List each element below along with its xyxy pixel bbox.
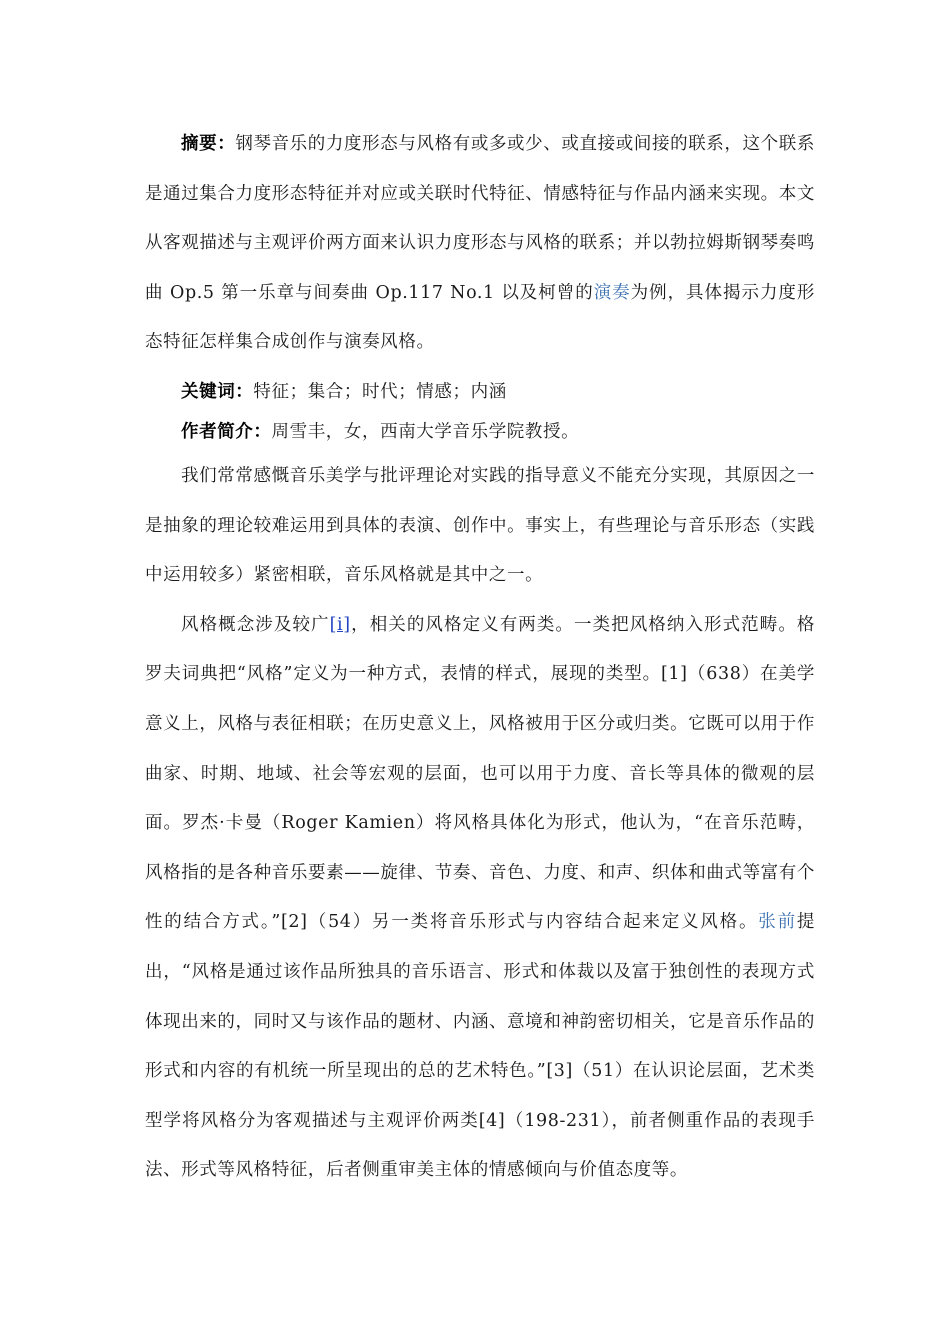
abstract-text: 钢琴音乐的力度形态与风格有或多或少、或直接或间接的联系，这个联系是通过集合力度形态特征并对应或关联时代特征、情感特征与作品内涵来实现。本文从客观描述与主观评价两方面来认识力度形态与风格的联系；并以勃拉姆斯钢琴奏鸣曲 Op.5 第一乐章与间奏曲 Op.117 No.1 以及柯曾的 (145, 134, 815, 303)
body-paragraph-2-text-b: ，相关的风格定义有两类。一类把风格纳入形式范畴。格罗夫词典把“风格”定义为一种方式，表情的样式，展现的类型。[1]（638）在美学意义上，风格与表征相联；在历史意义上，风格被用于区分或归类。它既可以用于作曲家、时期、地域、社会等宏观的层面，也可以用于力度、音长等具体的微观的层面。罗杰·卡曼（Roger Kamien）将风格具体化为形式，他认为，“在音乐范畴，风格指的是各种音乐要素——旋律、节奏、音色、力度、和声、织体和曲式等富有个性的结合方式。”[2]（54）另一类将音乐形式与内容结合起来定义风格。 (145, 614, 815, 933)
body-paragraph-2-text-a: 风格概念涉及较广 (181, 614, 330, 635)
footnote-link[interactable]: [i] (329, 614, 351, 635)
body-paragraph-2 (145, 601, 815, 1196)
performance-link[interactable]: 演奏 (593, 282, 631, 303)
abstract-paragraph (145, 120, 815, 368)
keywords-line (145, 372, 815, 412)
abstract-text-end: 为例，具体揭示力度形态特征怎样集合成创作与演奏风格。 (145, 282, 815, 353)
author-text: 周雪丰，女，西南大学音乐学院教授。 (271, 421, 580, 442)
body-paragraph-1 (145, 452, 815, 601)
author-label: 作者简介： (181, 421, 272, 442)
abstract-label: 摘要： (181, 134, 236, 154)
author-line (145, 412, 815, 452)
keywords-label: 关键词： (181, 381, 254, 402)
author-name-link[interactable]: 张前 (758, 912, 797, 933)
document-body (145, 120, 815, 1196)
keywords-text: 特征；集合；时代；情感；内涵 (253, 381, 507, 402)
body-paragraph-2-text-c: 提出，“风格是通过该作品所独具的音乐语言、形式和体裁以及富于独创性的表现方式体现出来的，同时又与该作品的题材、内涵、意境和神韵密切相关，它是音乐作品的形式和内容的有机统一所呈现出的总的艺术特色。”[3]（51）在认识论层面，艺术类型学将风格分为客观描述与主观评价两类[4]（198-231），前者侧重作品的表现手法、形式等风格特征，后者侧重审美主体的情感倾向与价值态度等。 (145, 912, 815, 1181)
body-paragraph-1-text: 我们常常感慨音乐美学与批评理论对实践的指导意义不能充分实现，其原因之一是抽象的理论较难运用到具体的表演、创作中。事实上，有些理论与音乐形态（实践中运用较多）紧密相联，音乐风格就是其中之一。 (145, 465, 815, 586)
